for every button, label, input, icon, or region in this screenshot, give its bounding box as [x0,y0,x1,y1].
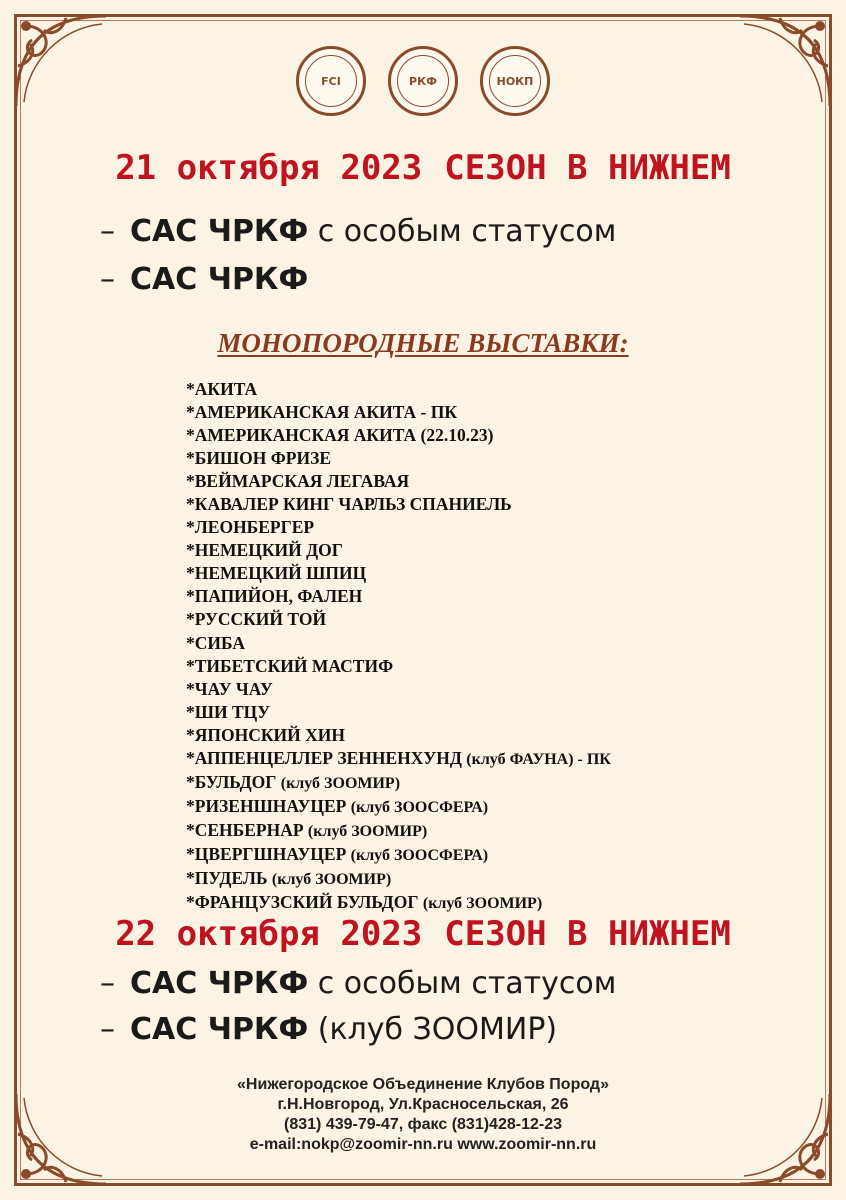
breed-item [186,747,611,771]
breed-item [186,724,611,747]
breed-club-note: (клуб ЗООСФЕРА) [350,798,489,816]
section-title: МОНОПОРОДНЫЕ ВЫСТАВКИ: [217,328,629,358]
breed-item [186,701,611,724]
day2-title: СЕЗОН В НИЖНЕМ [444,914,731,954]
breed-item [186,424,611,447]
breed-name: *ПУДЕЛЬ [186,867,272,888]
breed-item [186,655,611,678]
breed-club-note: (клуб ЗООСФЕРА) [350,846,489,864]
footer-phones: (831) 439-79-47, факс (831)428-12-23 [284,1116,562,1133]
breed-list [186,378,611,915]
club-logo-icon: НОКП [480,46,550,116]
breed-item [186,447,611,470]
day1-line-1: – САС ЧРКФ с особым статусом [100,214,617,249]
breed-name: *ЦВЕРГШНАУЦЕР [186,843,351,864]
breed-item [186,493,611,516]
day2-line-1: – САС ЧРКФ с особым статусом [100,966,617,1001]
breed-item [186,632,611,655]
breed-name: *БУЛЬДОГ [186,771,281,792]
day1-title: СЕЗОН В НИЖНЕМ [444,148,731,188]
day1-date: 21 октября 2023 [115,148,423,188]
breed-name: *СЕНБЕРНАР [186,819,308,840]
breed-name: *ТИБЕТСКИЙ МАСТИФ [186,655,394,676]
breed-name: *НЕМЕЦКИЙ ДОГ [186,540,343,561]
breed-item [186,843,611,867]
day1-line-2: – САС ЧРКФ [100,262,309,297]
breed-item [186,819,611,843]
breed-item [186,867,611,891]
day2-heading [0,914,846,954]
breed-name: *ЯПОНСКИЙ ХИН [186,724,346,745]
day2-line-2: – САС ЧРКФ (клуб ЗООМИР) [100,1012,558,1047]
contact-footer [0,1075,846,1155]
breed-item [186,795,611,819]
breed-item [186,539,611,562]
breed-name: *ЛЕОНБЕРГЕР [186,517,315,538]
breed-club-note: (клуб ФАУНА) - ПК [466,750,611,768]
breed-item [186,608,611,631]
footer-org: «Нижегородское Объединение Клубов Пород» [237,1076,609,1093]
rkf-logo-icon: РКФ [388,46,458,116]
breed-name: *БИШОН ФРИЗЕ [186,448,331,469]
breed-name: *ФРАНЦУЗСКИЙ БУЛЬДОГ [186,892,423,913]
breed-name: *АКИТА [186,379,258,399]
breed-item [186,470,611,493]
breed-club-note: (клуб ЗООМИР) [422,895,543,913]
breed-name: *АМЕРИКАНСКАЯ АКИТА - ПК [186,402,458,423]
breed-item [186,891,611,915]
breed-item [186,401,611,424]
breed-club-note: (клуб ЗООМИР) [307,822,428,840]
breed-name: *РИЗЕНШНАУЦЕР [186,795,351,816]
logos-row [0,46,846,116]
breed-name: *НЕМЕЦКИЙ ШПИЦ [186,563,367,584]
breed-name: *КАВАЛЕР КИНГ ЧАРЛЬЗ СПАНИЕЛЬ [186,494,512,515]
breed-name: *ПАПИЙОН, ФАЛЕН [186,586,363,607]
day1-heading [0,148,846,188]
breed-item [186,771,611,795]
breed-club-note: (клуб ЗООМИР) [280,774,401,792]
breed-club-note: (клуб ЗООМИР) [271,870,392,888]
fci-logo-icon: FCI [296,46,366,116]
breed-name: *ЧАУ ЧАУ [186,678,273,699]
breed-name: *АППЕНЦЕЛЛЕР ЗЕННЕНХУНД [186,747,467,768]
footer-contacts[interactable]: e-mail:nokp@zoomir-nn.ru www.zoomir-nn.ru [249,1136,597,1153]
breed-item [186,378,611,401]
breed-item [186,516,611,539]
footer-address: г.Н.Новгород, Ул.Красносельская, 26 [277,1096,569,1113]
breed-name: *ШИ ТЦУ [186,701,271,722]
day2-date: 22 октября 2023 [115,914,423,954]
breed-name: *СИБА [186,632,245,653]
breed-item [186,678,611,701]
breed-name: *ВЕЙМАРСКАЯ ЛЕГАВАЯ [186,471,410,492]
breed-name: *АМЕРИКАНСКАЯ АКИТА (22.10.23) [186,425,494,446]
breed-item [186,585,611,608]
breed-name: *РУССКИЙ ТОЙ [186,609,327,630]
breed-item [186,562,611,585]
